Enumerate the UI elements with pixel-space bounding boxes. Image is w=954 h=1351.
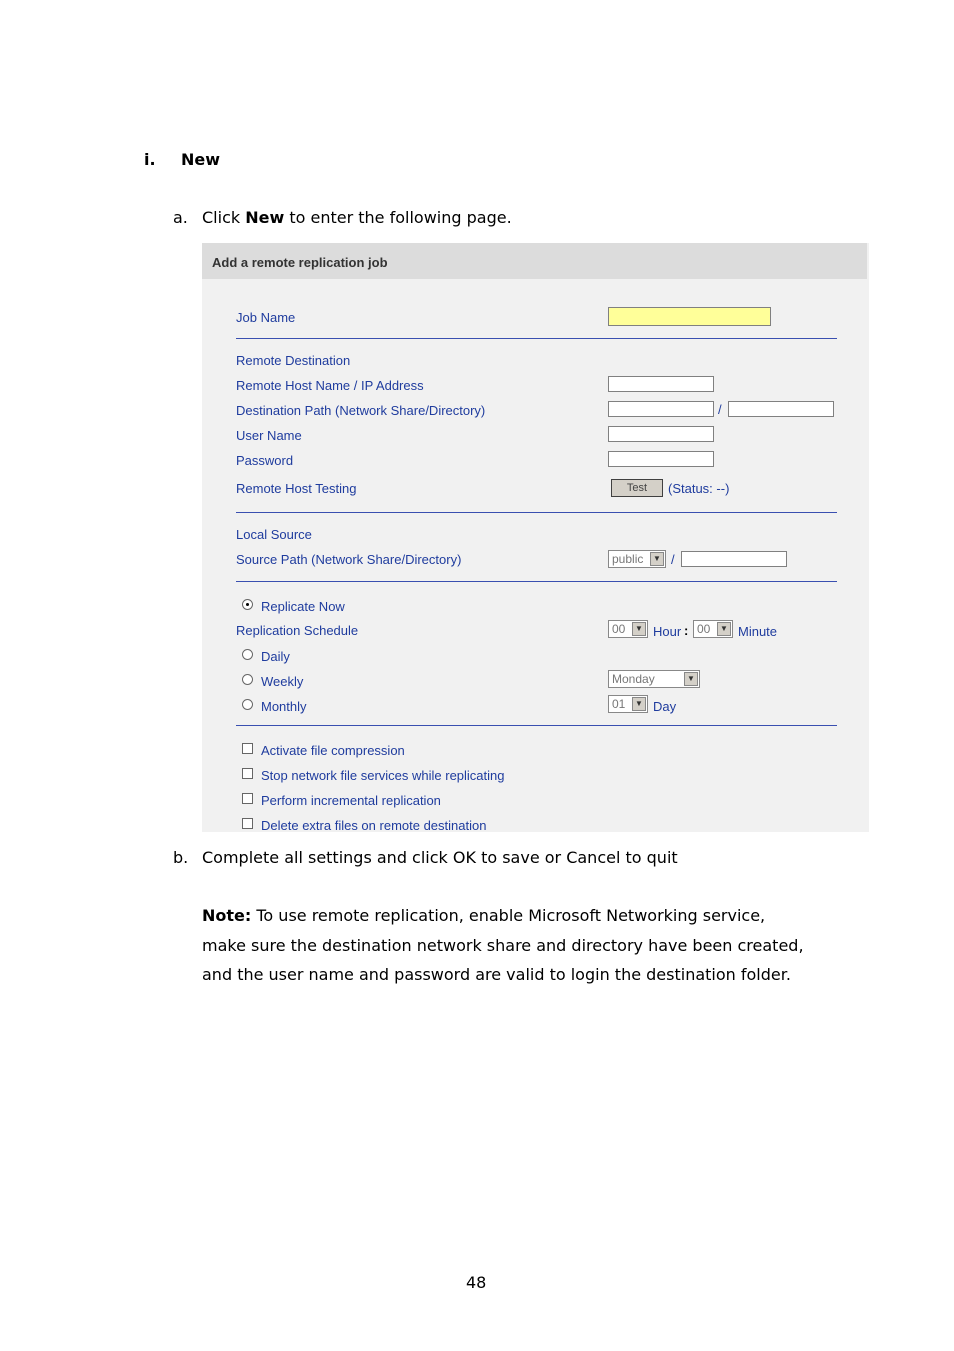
divider	[236, 725, 837, 726]
weekly-radio[interactable]	[242, 674, 253, 685]
stop-network-checkbox[interactable]	[242, 768, 253, 779]
divider	[236, 581, 837, 582]
activate-compression-label: Activate file compression	[261, 743, 405, 758]
status-text: (Status: --)	[668, 481, 730, 496]
monthly-label: Monthly	[261, 699, 307, 714]
note-line-3: and the user name and password are valid to login the destination folder.	[202, 965, 791, 984]
note-line-2: make sure the destination network share and directory have been created,	[202, 936, 804, 955]
step-b-text: Complete all settings and click OK to save or Cancel to quit	[202, 848, 678, 867]
note-label: Note:	[202, 906, 252, 925]
chevron-down-icon: ▼	[684, 672, 698, 686]
remote-host-input[interactable]	[608, 376, 714, 392]
divider	[236, 512, 837, 513]
minute-label: Minute	[738, 624, 778, 639]
stop-network-label: Stop network file services while replicating	[261, 768, 505, 783]
job-name-input[interactable]	[608, 307, 771, 326]
user-name-input[interactable]	[608, 426, 714, 442]
replicate-now-radio[interactable]	[242, 599, 253, 610]
test-button[interactable]: Test	[611, 479, 663, 497]
step-b-marker: b.	[173, 848, 189, 867]
step-a-marker: a.	[173, 208, 188, 227]
minute-select[interactable]: 00 ▼	[693, 620, 733, 638]
remote-host-label: Remote Host Name / IP Address	[236, 378, 424, 393]
password-input[interactable]	[608, 451, 714, 467]
chevron-down-icon: ▼	[650, 552, 664, 566]
note-line-1: Note: To use remote replication, enable Microsoft Networking service,	[202, 906, 766, 925]
destination-directory-input[interactable]	[728, 401, 834, 417]
remote-destination-label: Remote Destination	[236, 353, 351, 368]
local-source-label: Local Source	[236, 527, 312, 542]
delete-extra-checkbox[interactable]	[242, 818, 253, 829]
daily-radio[interactable]	[242, 649, 253, 660]
chevron-down-icon: ▼	[717, 622, 731, 636]
source-share-select[interactable]: public ▼	[608, 550, 666, 568]
path-slash: /	[718, 402, 722, 417]
source-directory-input[interactable]	[681, 551, 787, 567]
replication-schedule-label: Replication Schedule	[236, 623, 359, 638]
weekly-label: Weekly	[261, 674, 304, 689]
incremental-checkbox[interactable]	[242, 793, 253, 804]
form-header: Add a remote replication job	[202, 243, 867, 279]
monthly-radio[interactable]	[242, 699, 253, 710]
chevron-down-icon: ▼	[632, 697, 646, 711]
delete-extra-label: Delete extra files on remote destination	[261, 818, 487, 832]
weekday-select[interactable]: Monday ▼	[608, 670, 700, 688]
hour-select[interactable]: 00 ▼	[608, 620, 648, 638]
password-label: Password	[236, 453, 294, 468]
replication-job-form	[202, 243, 869, 832]
step-a-text: Click New to enter the following page.	[202, 208, 512, 227]
job-name-label: Job Name	[236, 310, 296, 325]
destination-share-input[interactable]	[608, 401, 714, 417]
incremental-label: Perform incremental replication	[261, 793, 441, 808]
day-label: Day	[653, 699, 677, 714]
page-number: 48	[466, 1273, 487, 1292]
source-slash: /	[671, 552, 675, 567]
remote-host-testing-label: Remote Host Testing	[236, 481, 357, 496]
day-select[interactable]: 01 ▼	[608, 695, 648, 713]
section-title: New	[181, 150, 221, 169]
time-colon: :	[684, 623, 689, 638]
source-path-label: Source Path (Network Share/Directory)	[236, 552, 462, 567]
divider	[236, 338, 837, 339]
activate-compression-checkbox[interactable]	[242, 743, 253, 754]
destination-path-label: Destination Path (Network Share/Directory)	[236, 403, 486, 418]
chevron-down-icon: ▼	[632, 622, 646, 636]
hour-label: Hour	[653, 624, 682, 639]
replicate-now-label: Replicate Now	[261, 599, 345, 614]
user-name-label: User Name	[236, 428, 302, 443]
section-numeral: i.	[144, 150, 156, 169]
daily-label: Daily	[261, 649, 290, 664]
